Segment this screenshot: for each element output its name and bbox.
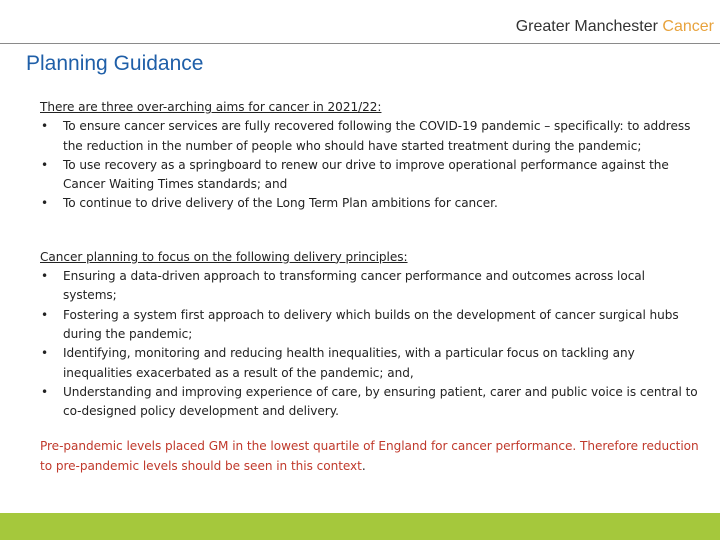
principles-item-data-driven: • Ensuring a data-driven approach to transforming cancer performance and outcomes across local systems; [40,267,700,306]
performance-note [40,437,700,476]
brand-header [516,18,714,36]
performance-note-end: . [361,458,366,473]
principles-list [40,267,700,421]
slide-body [40,98,700,476]
brand-accent: Cancer [662,18,714,35]
footer-bar [0,513,720,540]
principles-heading: Cancer planning to focus on the following delivery principles: [40,249,408,264]
page-title: Planning Guidance [26,52,204,75]
aims-heading: There are three over-arching aims for cancer in 2021/22: [40,100,382,114]
header-divider [0,43,720,44]
aims-item-recovery: • To ensure cancer services are fully recovered following the COVID-19 pandemic – specifically: to address the reduction in the number of people who should have started treatment during the pandemic; [40,117,700,156]
spacer [40,421,700,437]
principles-item-inequalities: • Identifying, monitoring and reducing health inequalities, with a particular focus on tackling any inequalities exacerbated as a result of the pandemic; and, [40,344,700,383]
principles-item-system-first: • Fostering a system first approach to delivery which builds on the development of cancer surgical hubs during the pandemic; [40,306,700,345]
aims-item-performance: • To use recovery as a springboard to renew our drive to improve operational performance against the Cancer Waiting Times standards; and [40,156,700,195]
aims-list [40,117,700,213]
principles-item-experience: • Understanding and improving experience of care, by ensuring patient, carer and public voice is central to co-designed policy development and delivery. [40,383,700,422]
spacer [40,214,700,248]
performance-note-text: Pre-pandemic levels placed GM in the lowest quartile of England for cancer performance. Therefore reduction to pre-pandemic levels should be seen in this context [40,439,699,473]
aims-item-long-term-plan: • To continue to drive delivery of the Long Term Plan ambitions for cancer. [40,194,700,213]
brand-name: Greater Manchester [515,18,658,35]
